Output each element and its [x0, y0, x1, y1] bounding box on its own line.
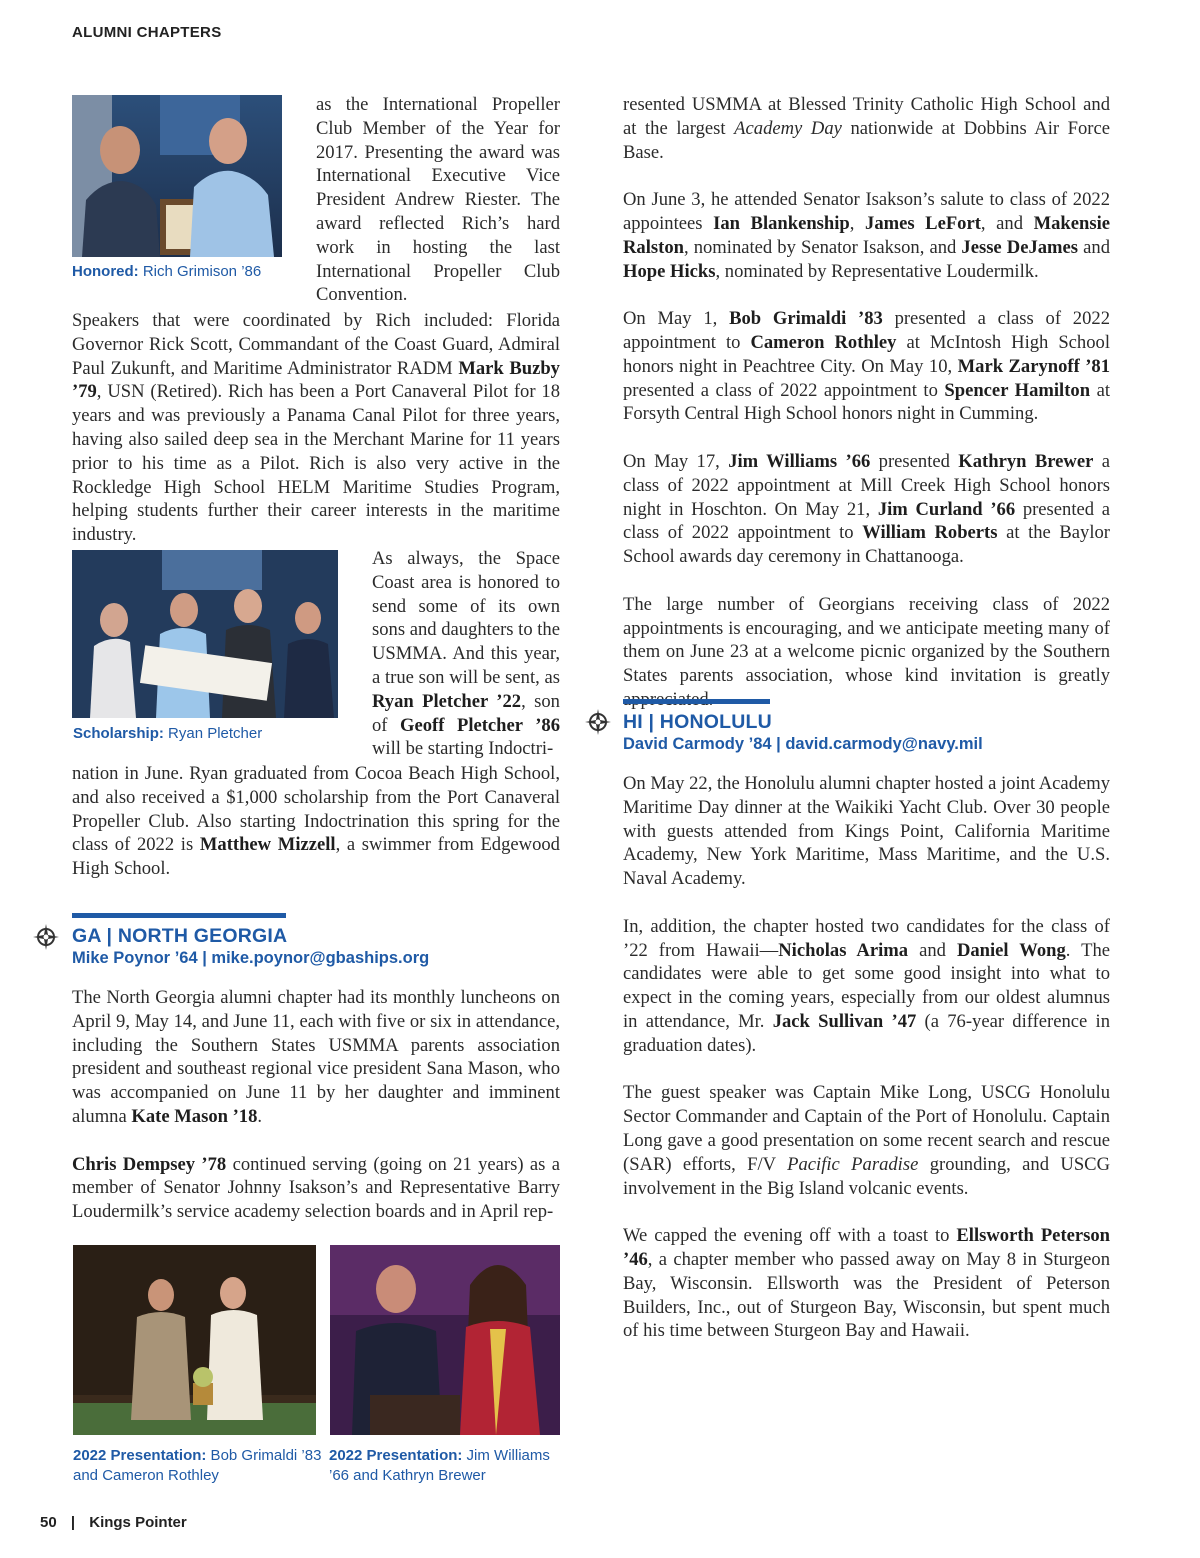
publication-name: Kings Pointer — [89, 1514, 187, 1531]
ga-section-title: GA | NORTH GEORGIA — [72, 925, 288, 947]
hi-body: On May 22, the Honolulu alumni chapter hosted a joint Academy Maritime Day dinner at the Waikiki Yacht Club. Over 30 people with guests attended from Kings Point, California Maritime Academy, New York Maritime, Mass Maritime, and the U.S. Naval Academy. In, addition, the chapter hosted two candidates for the class of ’22 from Hawaii—Nicholas Arima and Daniel Wong. The candidates were able to get some good insight into what to expect in the coming years, especially from our oldest alumnus in attendance, Mr. Jack Sullivan ’47 (a 76-year difference in graduation dates). The guest speaker was Captain Mike Long, USCG Honolulu Sector Commander and Captain of the Port of Honolulu. Captain Long gave a good presentation on some recent search and rescue (SAR) efforts, F/V Pacific Paradise grounding, and USCG involvement in the Big Island volcanic events. We capped the evening off with a toast to Ellsworth Peterson ’46, a chapter member who passed away on May 8 in Sturgeon Bay, Wisconsin. Ellsworth was the President of Peterson Builders, Inc., out of Sturgeon Bay, Wisconsin, but spent much of his time between Sturgeon Bay and Hawaii. — [623, 773, 1111, 1342]
honored-photo — [72, 95, 282, 257]
page-footer: 50 | Kings Pointer — [40, 1514, 187, 1531]
hi-section-title: HI | HONOLULU — [623, 711, 772, 733]
section-header: ALUMNI CHAPTERS — [72, 24, 222, 41]
space-coast-text: As always, the Space Coast area is honored to send some of its own sons and daughters to the USMMA. And this year, a true son will be sent, as Ryan Pletcher ’22, son of Geoff Pletcher ’86 will be starting Indoctri- — [372, 548, 561, 760]
presentation-caption-1: 2022 Presentation: Bob Grimaldi ’83 and Cameron Rothley — [73, 1447, 322, 1484]
speakers-paragraph: Speakers that were coordinated by Rich included: Florida Governor Rick Scott, Commandant of the Coast Guard, Admiral Paul Zukunft, and Maritime Administrator RADM Mark Buzby ’79, USN (Retired). Rich has been a Port Canaveral Pilot for 18 years and was previously a Panama Canal Pilot for three years, having also sailed deep sea in the Merchant Marine for 11 years prior to his time as a Pilot. Rich is also very active in the Rockledge High School HELM Maritime Studies Program, helping students further their career interests in the maritime industry. — [72, 310, 560, 546]
scholarship-photo — [72, 550, 338, 718]
ga-body: The North Georgia alumni chapter had its monthly luncheons on April 9, May 14, and June 11, each with five or six in attendance, including the Southern States USMMA parents association president and southeast regional vice president Sana Mason, who was accompanied on June 11 by her daughter and imminent alumna Kate Mason ’18. Chris Dempsey ’78 continued serving (going on 21 years) as a member of Senator Johnny Isakson’s and Representative Barry Loudermilk’s service academy selection boards and in April rep- — [72, 987, 560, 1223]
propeller-award-text: as the International Propeller Club Member of the Year for 2017. Presenting the award was International Executive Vice President Andrew Riester. The award reflected Rich’s hard work in hosting the last International Propeller Club Convention. — [316, 94, 560, 306]
page-number: 50 — [40, 1514, 57, 1531]
scholarship-caption: Scholarship: Ryan Pletcher — [73, 725, 263, 742]
compass-icon — [33, 924, 59, 950]
presentation-photo-1 — [73, 1245, 316, 1435]
honored-caption: Honored: Rich Grimison ’86 — [72, 263, 262, 280]
presentation-photo-2 — [330, 1245, 560, 1435]
presentation-caption-2: 2022 Presentation: Jim Williams ’66 and Kathryn Brewer — [329, 1447, 550, 1484]
ga-continued-body: resented USMMA at Blessed Trinity Catholic High School and at the largest Academy Day nationwide at Dobbins Air Force Base. On June 3, he attended Senator Isakson’s salute to class of 2022 appointees Ian Blankenship, James LeFort, and Makensie Ralston, nominated by Senator Isakson, and Jesse DeJames and Hope Hicks, nominated by Representative Loudermilk. On May 1, Bob Grimaldi ’83 presented a class of 2022 appointment to Cameron Rothley at McIntosh High School honors night in Peachtree City. On May 10, Mark Zarynoff ’81 presented a class of 2022 appointment to Spencer Hamilton at Forsyth Central High School honors night in Cumming. On May 17, Jim Williams ’66 presented Kathryn Brewer a class of 2022 appointment at Mill Creek High School honors night in Hoschton. On May 21, Jim Curland ’66 presented a class of 2022 appointment to William Roberts at the Baylor School awards day ceremony in Chattanooga. The large number of Georgians receiving class of 2022 appointments is encouraging, and we anticipate meeting many of them on June 23 at a welcome picnic organized by the Southern States parents association, whose kind invitation is greatly — [623, 94, 1111, 687]
compass-icon — [585, 709, 611, 735]
hi-section-rule — [623, 699, 770, 704]
ga-section-rule — [72, 913, 286, 918]
space-coast-continued: nation in June. Ryan graduated from Cocoa Beach High School, and also received a $1,000 scholarship from the Port Canaveral Propeller Club. Also starting Indoctrination this spring for the class of 2022 is Matthew Mizzell, a swimmer from Edgewood High School. — [72, 763, 560, 880]
ga-section-contact[interactable]: Mike Poynor ’64 | mike.poynor@gbaships.org — [72, 949, 430, 967]
hi-section-contact[interactable]: David Carmody ’84 | david.carmody@navy.mil — [623, 735, 983, 753]
